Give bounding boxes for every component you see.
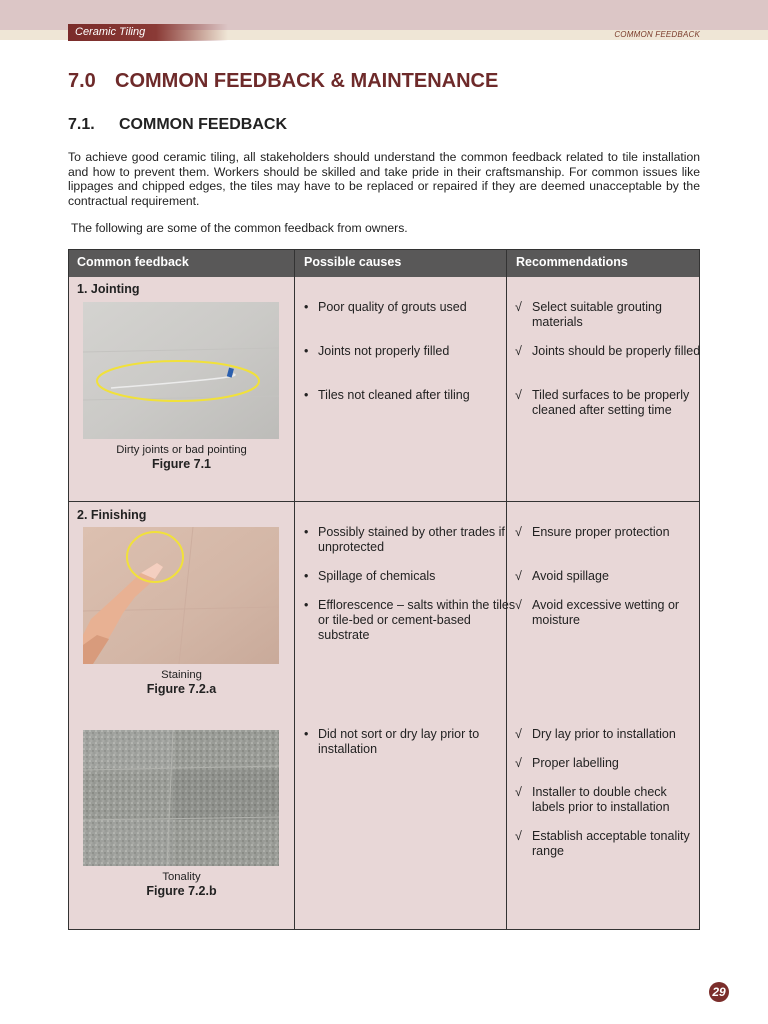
- chapter-title: COMMON FEEDBACK & MAINTENANCE: [115, 70, 499, 92]
- list-item-text: Installer to double check labels prior to installation: [532, 785, 670, 814]
- list-item-text: Did not sort or dry lay prior to installation: [318, 727, 480, 756]
- chapter-number: 7.0: [68, 70, 96, 92]
- list-item: [515, 388, 702, 418]
- list-item-text: Avoid excessive wetting or moisture: [532, 598, 680, 627]
- bullet-mark: •: [304, 344, 309, 358]
- figure-label-7-1: Figure 7.1: [151, 457, 212, 471]
- check-mark: √: [515, 727, 522, 741]
- list-item: [515, 525, 702, 540]
- figure-label-7-2-a: Figure 7.2.a: [146, 682, 217, 696]
- list-item: [304, 727, 518, 757]
- list-item: [515, 785, 702, 815]
- column-divider: [294, 250, 295, 929]
- check-mark: √: [515, 344, 522, 358]
- section-tag: Ceramic Tiling: [68, 24, 228, 41]
- check-mark: √: [515, 756, 522, 770]
- running-head: COMMON FEEDBACK: [614, 30, 700, 39]
- chapter-heading: [68, 70, 498, 93]
- list-item: [515, 598, 702, 628]
- section-title: COMMON FEEDBACK: [119, 116, 287, 133]
- row-title-finishing: 2. Finishing: [77, 508, 147, 522]
- list-item-text: Joints should be properly filled: [532, 344, 701, 358]
- check-mark: √: [515, 388, 522, 402]
- list-item: [304, 388, 518, 403]
- intro-text: The following are some of the common feedback from owners.: [71, 221, 408, 235]
- figure-label-7-2-b: Figure 7.2.b: [146, 884, 217, 898]
- list-item: [515, 727, 702, 742]
- section-number: 7.1.: [68, 116, 95, 133]
- check-mark: √: [515, 569, 522, 583]
- bullet-mark: •: [304, 388, 309, 402]
- page-number: 29: [709, 982, 729, 1002]
- list-item: [515, 300, 702, 330]
- list-item-text: Establish acceptable tonality range: [532, 829, 690, 858]
- section-heading: [68, 116, 287, 134]
- list-item: [515, 829, 702, 859]
- list-item: [515, 344, 702, 359]
- list-item-text: Possibly stained by other trades if unprotected: [318, 525, 505, 554]
- list-item-text: Select suitable grouting materials: [532, 300, 662, 329]
- list-item: [515, 756, 702, 771]
- caption-tonality: Tonality: [162, 871, 201, 883]
- row-divider: [69, 501, 699, 502]
- list-item-text: Dry lay prior to installation: [532, 727, 676, 741]
- list-item: [304, 569, 518, 584]
- list-item: [304, 344, 518, 359]
- bullet-mark: •: [304, 525, 309, 539]
- list-item-text: Poor quality of grouts used: [318, 300, 467, 314]
- list-item: [304, 525, 518, 555]
- body-paragraph: To achieve good ceramic tiling, all stakeholders should understand the common feedback related to tile installation and how to prevent them. Workers should be skilled and take pride in their craftsmanship. For common issues like lippages and chipped edges, the tiles may have to be replaced or repaired if they are deemed unacceptable by the contractual requirement.: [68, 150, 700, 208]
- check-mark: √: [515, 525, 522, 539]
- list-item-text: Spillage of chemicals: [318, 569, 436, 583]
- header-possible-causes: Possible causes: [304, 255, 402, 269]
- jointing-photo: [83, 302, 279, 439]
- caption-jointing: Dirty joints or bad pointing: [116, 444, 247, 456]
- list-item-text: Proper labelling: [532, 756, 619, 770]
- check-mark: √: [515, 300, 522, 314]
- check-mark: √: [515, 598, 522, 612]
- check-mark: √: [515, 785, 522, 799]
- check-mark: √: [515, 829, 522, 843]
- list-item-text: Ensure proper protection: [532, 525, 670, 539]
- bullet-mark: •: [304, 727, 309, 741]
- row-title-jointing: 1. Jointing: [77, 282, 140, 296]
- caption-staining: Staining: [161, 669, 202, 681]
- list-item: [304, 300, 518, 315]
- table-header: [69, 250, 699, 277]
- bullet-mark: •: [304, 598, 309, 612]
- list-item: [304, 598, 518, 643]
- header-common-feedback: Common feedback: [77, 255, 189, 269]
- feedback-table: [68, 249, 700, 930]
- bullet-mark: •: [304, 569, 309, 583]
- list-item-text: Tiled surfaces to be properly cleaned after setting time: [532, 388, 690, 417]
- bullet-mark: •: [304, 300, 309, 314]
- list-item-text: Joints not properly filled: [318, 344, 450, 358]
- list-item-text: Efflorescence – salts within the tiles or tile-bed or cement-based substrate: [318, 598, 516, 642]
- list-item-text: Avoid spillage: [532, 569, 609, 583]
- staining-photo: [83, 527, 279, 664]
- list-item-text: Tiles not cleaned after tiling: [318, 388, 470, 402]
- list-item: [515, 569, 702, 584]
- tonality-photo: [83, 730, 279, 866]
- header-recommendations: Recommendations: [516, 255, 628, 269]
